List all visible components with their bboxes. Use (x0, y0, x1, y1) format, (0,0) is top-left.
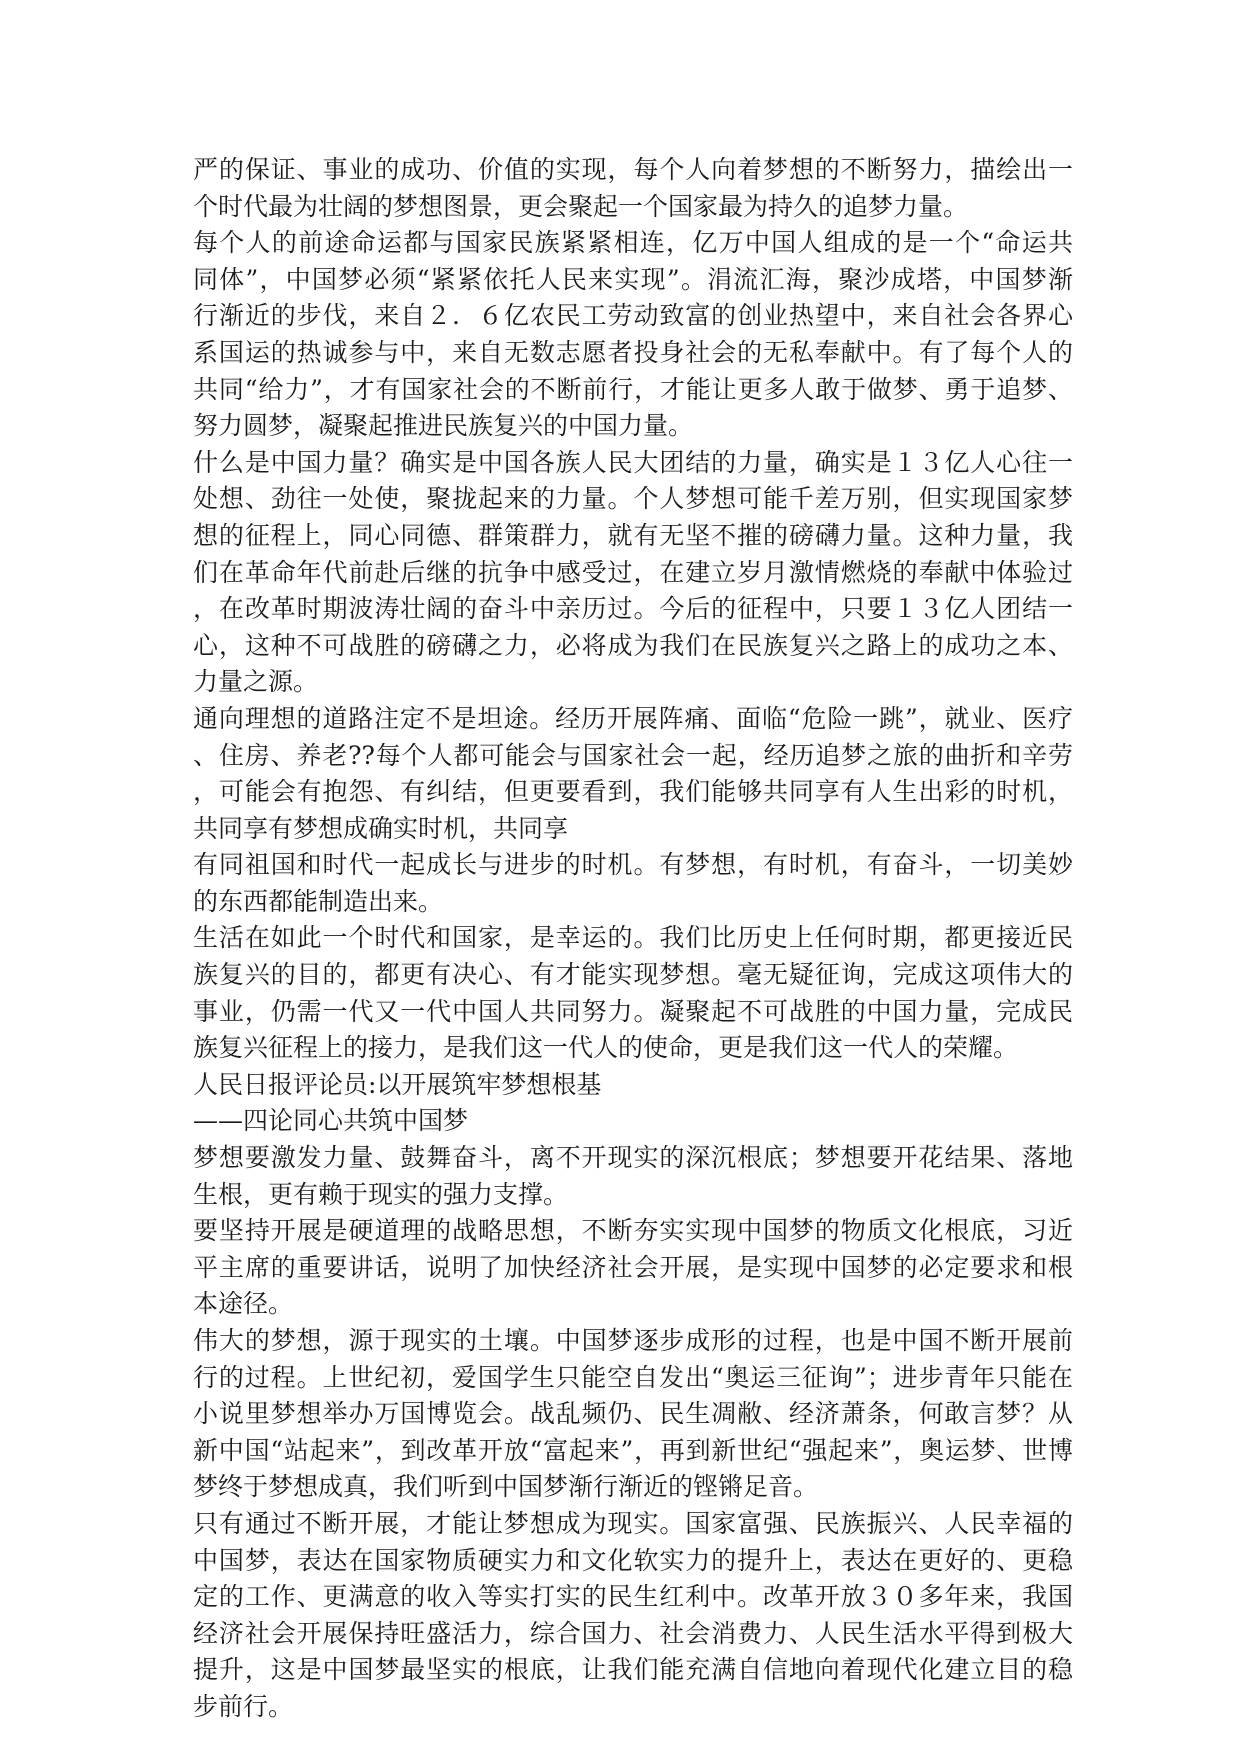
text-line: 步前行。 (193, 1691, 294, 1721)
text-line: ，在改革时期波涛壮阔的奋斗中亲历过。今后的征程中，只要１３亿人团结一 (193, 594, 1073, 624)
text-line: 族复兴的目的，都更有决心、有才能实现梦想。毫无疑征询，完成这项伟大的 (193, 960, 1073, 990)
text-line: 努力圆梦，凝聚起推进民族复兴的中国力量。 (193, 411, 694, 441)
text-line: 梦终于梦想成真，我们听到中国梦渐行渐近的铿锵足音。 (193, 1472, 819, 1502)
text-line: 心，这种不可战胜的磅礴之力，必将成为我们在民族复兴之路上的成功之本、 (193, 630, 1073, 660)
text-line: 中国梦，表达在国家物质硬实力和文化软实力的提升上，表达在更好的、更稳 (193, 1545, 1073, 1575)
text-line: 梦想要激发力量、鼓舞奋斗，离不开现实的深沉根底；梦想要开花结果、落地 (193, 1143, 1073, 1173)
text-line: 什么是中国力量？确实是中国各族人民大团结的力量，确实是１３亿人心往一 (193, 447, 1073, 477)
text-line: 小说里梦想举办万国博览会。战乱频仍、民生凋敝、经济萧条，何敢言梦？从 (193, 1399, 1073, 1429)
text-line: 的东西都能制造出来。 (193, 886, 444, 916)
text-line: 要坚持开展是硬道理的战略思想，不断夯实实现中国梦的物质文化根底，习近 (193, 1216, 1073, 1246)
text-line: 行渐近的步伐，来自２．６亿农民工劳动致富的创业热望中，来自社会各界心 (193, 301, 1073, 331)
text-line: 生活在如此一个时代和国家，是幸运的。我们比历史上任何时期，都更接近民 (193, 923, 1073, 953)
text-line: 系国运的热诚参与中，来自无数志愿者投身社会的无私奉献中。有了每个人的 (193, 337, 1073, 367)
text-line: 生根，更有赖于现实的强力支撑。 (193, 1179, 569, 1209)
text-line: 经济社会开展保持旺盛活力，综合国力、社会消费力、人民生活水平得到极大 (193, 1618, 1073, 1648)
document-body (193, 152, 1073, 1726)
text-line: 处想、劲往一处使，聚拢起来的力量。个人梦想可能千差万别，但实现国家梦 (193, 484, 1073, 514)
text-line: 伟大的梦想，源于现实的土壤。中国梦逐步成形的过程，也是中国不断开展前 (193, 1326, 1073, 1355)
text-line: 平主席的重要讲话，说明了加快经济社会开展，是实现中国梦的必定要求和根 (193, 1252, 1073, 1282)
text-line: 人民日报评论员:以开展筑牢梦想根基 (193, 1069, 602, 1099)
text-line: 本途径。 (193, 1289, 294, 1319)
text-line: 、住房、养老??每个人都可能会与国家社会一起，经历追梦之旅的曲折和辛劳 (193, 740, 1073, 770)
text-line: 定的工作、更满意的收入等实打实的民生红利中。改革开放３０多年来，我国 (193, 1582, 1073, 1612)
text-line: 有同祖国和时代一起成长与进步的时机。有梦想，有时机，有奋斗，一切美妙 (193, 850, 1073, 880)
text-line: ，可能会有抱怨、有纠结，但更要看到，我们能够共同享有人生出彩的时机， (193, 777, 1073, 807)
text-line: 新中国“站起来”，到改革开放“富起来”，再到新世纪“强起来”，奥运梦、世博 (193, 1435, 1073, 1465)
text-line: 每个人的前途命运都与国家民族紧紧相连，亿万中国人组成的是一个“命运共 (193, 228, 1073, 258)
text-line: ——四论同心共筑中国梦 (193, 1106, 469, 1136)
text-line: 们在革命年代前赴后继的抗争中感受过，在建立岁月激情燃烧的奉献中体验过 (193, 557, 1073, 587)
text-line: 只有通过不断开展，才能让梦想成为现实。国家富强、民族振兴、人民幸福的 (193, 1508, 1073, 1538)
text-line: 想的征程上，同心同德、群策群力，就有无坚不摧的磅礴力量。这种力量，我 (193, 520, 1073, 550)
text-line: 行的过程。上世纪初，爱国学生只能空自发出“奥运三征询”；进步青年只能在 (193, 1362, 1073, 1392)
text-line: 通向理想的道路注定不是坦途。经历开展阵痛、面临“危险一跳”，就业、医疗 (193, 703, 1073, 733)
text-line: 提升，这是中国梦最坚实的根底，让我们能充满自信地向着现代化建立目的稳 (193, 1655, 1073, 1685)
text-line: 力量之源。 (193, 667, 319, 697)
text-line: 共同“给力”，才有国家社会的不断前行，才能让更多人敢于做梦、勇于追梦、 (193, 374, 1073, 404)
text-line: 共同享有梦想成确实时机，共同享 (193, 813, 569, 843)
text-line: 严的保证、事业的成功、价值的实现，每个人向着梦想的不断努力，描绘出一 (193, 155, 1073, 184)
text-line: 族复兴征程上的接力，是我们这一代人的使命，更是我们这一代人的荣耀。 (193, 1033, 1019, 1063)
text-line: 同体”，中国梦必须“紧紧依托人民来实现”。涓流汇海，聚沙成塔，中国梦渐 (193, 264, 1073, 294)
text-line: 事业，仍需一代又一代中国人共同努力。凝聚起不可战胜的中国力量，完成民 (193, 996, 1073, 1026)
text-line: 个时代最为壮阔的梦想图景，更会聚起一个国家最为持久的追梦力量。 (193, 191, 969, 221)
